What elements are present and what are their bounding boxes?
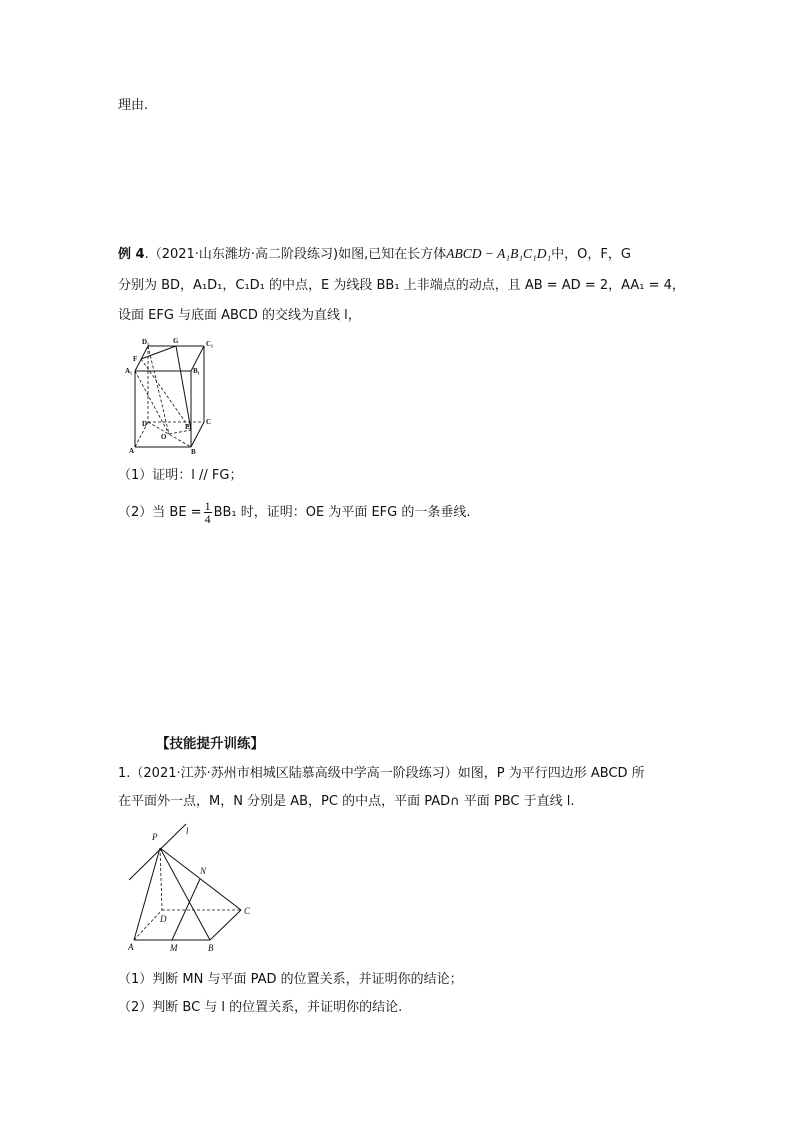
- label-D: D: [142, 420, 148, 428]
- skills-heading: 【技能提升训练】: [156, 736, 264, 752]
- label-A: A: [129, 447, 135, 455]
- example4-line2: 分别为 BD，A₁D₁，C₁D₁ 的中点，E 为线段 BB₁ 上非端点的动点，且 AB = AD = 2，AA₁ = 4，: [118, 278, 685, 293]
- example4-solid-name: ABCD − A₁B₁C₁D₁: [446, 246, 552, 261]
- skills-problem1-line2: 在平面外一点，M，N 分别是 AB，PC 的中点，平面 PAD∩ 平面 PBC 于直线 l.: [118, 794, 575, 809]
- label-A: A: [128, 942, 134, 952]
- pyramid-figure: [124, 822, 264, 954]
- example4-q2-suffix: BB₁ 时，证明：OE 为平面 EFG 的一条垂线.: [213, 505, 471, 520]
- skills-question2: （2）判断 BC 与 l 的位置关系，并证明你的结论.: [118, 1000, 403, 1015]
- label-C: C: [244, 906, 251, 916]
- label-E: E: [185, 423, 190, 431]
- example4-question2: [118, 500, 470, 526]
- skills-question1: （1）判断 MN 与平面 PAD 的位置关系，并证明你的结论；: [118, 972, 463, 987]
- label-C: C: [206, 418, 212, 426]
- label-B: B: [191, 448, 196, 456]
- example4-label: 例 4: [118, 247, 145, 262]
- label-O: O: [161, 433, 167, 441]
- example4-q2-prefix: （2）当 BE =: [118, 505, 202, 520]
- fraction-denominator: 4: [204, 512, 211, 526]
- label-D1: D₁: [142, 338, 150, 346]
- label-D: D: [160, 914, 167, 924]
- label-B1: B₁: [193, 367, 200, 375]
- example4-q2-fraction: [204, 500, 212, 525]
- example4-box-figure: [118, 334, 218, 456]
- label-P: P: [152, 832, 158, 842]
- example4-question1: （1）证明：l // FG；: [118, 468, 243, 483]
- example4-line1-suffix: 中，O，F，G: [551, 247, 631, 262]
- skills-problem1-line1: 1.（2021·江苏·苏州市相城区陆慕高级中学高一阶段练习）如图，P 为平行四边形 ABCD 所: [118, 766, 645, 781]
- intro-tail-text: 理由.: [118, 98, 149, 113]
- label-F: F: [133, 355, 138, 363]
- label-l: l: [186, 826, 189, 836]
- label-A1: A₁: [125, 367, 133, 375]
- example4-line1-prefix: .（2021·山东潍坊·高二阶段练习)如图,已知在长方体: [144, 247, 447, 262]
- label-M: M: [170, 943, 178, 953]
- fraction-numerator: 1: [204, 499, 211, 513]
- label-B: B: [208, 943, 214, 953]
- label-N: N: [200, 866, 207, 876]
- label-C1: C₁: [206, 340, 214, 348]
- example4-line1: [118, 244, 631, 265]
- label-G: G: [173, 337, 179, 345]
- example4-line3: 设面 EFG 与底面 ABCD 的交线为直线 l，: [118, 308, 361, 323]
